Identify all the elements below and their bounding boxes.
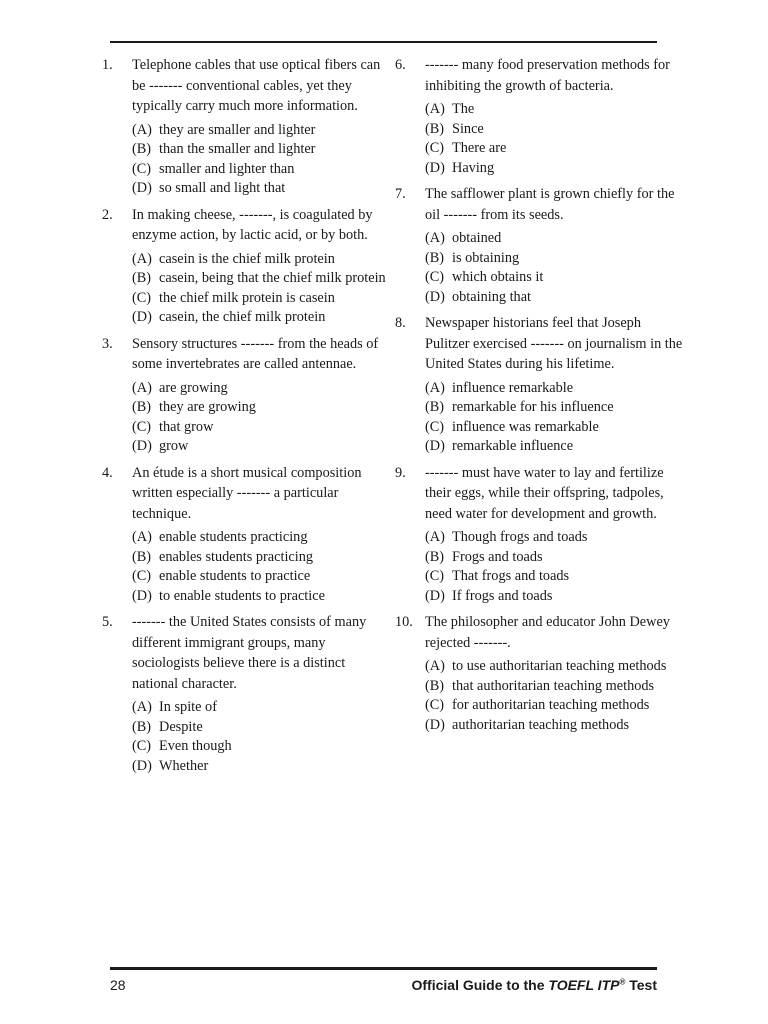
answer-option: [425, 120, 685, 140]
answer-option: [132, 250, 392, 270]
option-text: the chief milk protein is casein: [159, 289, 335, 306]
answer-option: [425, 528, 685, 548]
option-text: that grow: [159, 418, 214, 435]
page-number: 28: [110, 977, 126, 993]
answer-option: [425, 696, 685, 716]
option-text: casein, the chief milk protein: [159, 309, 326, 325]
option-letter: (C): [132, 738, 152, 754]
footer-title: [412, 975, 658, 996]
question-stem: In making cheese, -------, is coagulated by enzyme action, by lactic acid, or by both.: [132, 206, 373, 243]
option-text: that authoritarian teaching methods: [452, 677, 655, 694]
option-letter: (C): [425, 140, 445, 156]
option-letter: (C): [132, 418, 152, 435]
answer-option: [425, 657, 685, 677]
question-item: [102, 463, 392, 607]
question-number: 4.: [102, 464, 113, 481]
footer-title-registered-mark: ®: [619, 977, 626, 987]
option-text: are growing: [159, 379, 228, 396]
left-column: [102, 55, 392, 782]
option-text: smaller and lighter than: [159, 160, 295, 177]
option-text: There are: [452, 140, 507, 156]
question-number: 2.: [102, 206, 113, 223]
option-letter: (A): [425, 230, 445, 246]
option-letter: (B): [132, 399, 152, 415]
question-number: 7.: [395, 186, 406, 202]
option-letter: (C): [425, 568, 445, 584]
right-column: [395, 55, 685, 741]
answer-option: [425, 677, 685, 697]
option-text: enables students practicing: [159, 548, 314, 565]
option-letter: (D): [425, 438, 445, 454]
footer-rule: [110, 967, 657, 970]
option-text: Though frogs and toads: [452, 529, 588, 545]
option-letter: (C): [425, 418, 445, 435]
option-text: In spite of: [159, 699, 217, 715]
answer-option: [425, 587, 685, 607]
option-letter: (D): [132, 180, 152, 196]
answer-option: [132, 121, 392, 141]
question-stem: ------- must have water to lay and fertilize their eggs, while their offspring, tadpoles, need water for development and growth.: [425, 464, 664, 522]
answer-option: [132, 548, 392, 568]
option-text: influence was remarkable: [452, 418, 599, 435]
option-letter: (D): [132, 309, 152, 325]
option-letter: (C): [132, 289, 152, 306]
option-text: obtaining that: [452, 288, 532, 305]
answer-option: [132, 308, 392, 328]
option-letter: (B): [132, 548, 152, 565]
option-text: If frogs and toads: [452, 587, 553, 604]
question-stem: ------- the United States consists of many different immigrant groups, many sociologists believe there is a distinct national character.: [132, 614, 367, 692]
option-letter: (D): [425, 288, 445, 305]
answer-option: [132, 587, 392, 607]
option-text: casein, being that the chief milk protein: [159, 270, 386, 286]
answer-option: [425, 418, 685, 438]
question-item: [102, 612, 392, 776]
answer-option: [425, 567, 685, 587]
option-text: remarkable influence: [452, 438, 574, 454]
option-letter: (B): [425, 399, 445, 415]
option-text: Despite: [159, 718, 203, 735]
answer-options: [425, 528, 685, 606]
question-item: [102, 334, 392, 457]
question-number: 8.: [395, 315, 406, 331]
answer-option: [425, 437, 685, 457]
answer-option: [132, 379, 392, 399]
option-letter: (A): [425, 529, 445, 545]
answer-options: [425, 379, 685, 457]
answer-option: [425, 398, 685, 418]
option-letter: (A): [132, 379, 152, 396]
answer-option: [425, 379, 685, 399]
option-text: remarkable for his influence: [452, 399, 614, 415]
question-item: [102, 55, 392, 199]
option-letter: (B): [425, 120, 445, 137]
answer-option: [132, 528, 392, 548]
answer-options: [425, 100, 685, 178]
option-letter: (A): [132, 529, 152, 545]
option-letter: (B): [425, 548, 445, 565]
answer-option: [132, 737, 392, 757]
option-text: than the smaller and lighter: [159, 141, 316, 157]
option-letter: (B): [425, 249, 445, 266]
answer-options: [132, 250, 392, 328]
option-letter: (D): [132, 757, 152, 774]
question-stem: Newspaper historians feel that Joseph Pulitzer exercised ------- on journalism in the United States during his lifetime.: [425, 315, 683, 372]
answer-option: [425, 159, 685, 179]
question-stem: An étude is a short musical composition written especially ------- a particular technique.: [132, 464, 362, 522]
option-text: casein is the chief milk protein: [159, 250, 335, 267]
option-letter: (B): [425, 677, 445, 694]
answer-option: [132, 269, 392, 289]
answer-option: [425, 268, 685, 288]
question-stem: Sensory structures ------- from the heads of some invertebrates are called antennae.: [132, 335, 379, 372]
option-text: The: [452, 101, 475, 117]
option-text: for authoritarian teaching methods: [452, 697, 650, 713]
answer-options: [132, 528, 392, 606]
answer-option: [132, 179, 392, 199]
option-text: That frogs and toads: [452, 568, 570, 584]
answer-option: [132, 160, 392, 180]
answer-options: [425, 657, 685, 735]
answer-option: [132, 698, 392, 718]
option-letter: (A): [132, 699, 152, 715]
option-letter: (D): [425, 587, 445, 604]
question-number: 5.: [102, 614, 113, 630]
question-number: 3.: [102, 335, 113, 352]
answer-options: [132, 379, 392, 457]
option-letter: (B): [132, 141, 152, 157]
option-text: enable students practicing: [159, 529, 308, 545]
footer-title-prefix: Official Guide to the: [411, 977, 549, 993]
question-item: [395, 184, 685, 307]
question-item: [102, 205, 392, 328]
option-text: to use authoritarian teaching methods: [452, 658, 667, 674]
answer-options: [132, 698, 392, 776]
question-item: [395, 463, 685, 607]
option-letter: (C): [132, 568, 152, 584]
question-number: 6.: [395, 57, 406, 73]
option-text: Having: [452, 159, 495, 176]
option-letter: (A): [425, 101, 445, 117]
answer-option: [132, 567, 392, 587]
answer-options: [425, 229, 685, 307]
option-letter: (D): [132, 438, 152, 454]
question-number: 9.: [395, 464, 406, 481]
question-stem: The safflower plant is grown chiefly for the oil ------- from its seeds.: [425, 186, 675, 223]
answer-option: [425, 100, 685, 120]
question-item: [395, 55, 685, 178]
option-text: obtained: [452, 230, 502, 246]
option-letter: (C): [425, 697, 445, 713]
answer-option: [425, 716, 685, 736]
answer-option: [132, 398, 392, 418]
option-letter: (A): [425, 658, 445, 674]
top-rule: [110, 41, 657, 43]
question-stem: Telephone cables that use optical fibers can be ------- conventional cables, yet they typically carry much more information.: [132, 57, 381, 114]
option-letter: (A): [425, 379, 445, 396]
answer-option: [132, 418, 392, 438]
answer-option: [425, 229, 685, 249]
option-text: they are growing: [159, 399, 256, 415]
option-letter: (D): [425, 716, 445, 733]
option-text: to enable students to practice: [159, 587, 325, 604]
answer-option: [132, 140, 392, 160]
question-stem: ------- many food preservation methods for inhibiting the growth of bacteria.: [425, 57, 670, 94]
option-text: authoritarian teaching methods: [452, 716, 630, 733]
option-text: enable students to practice: [159, 568, 311, 584]
option-text: Frogs and toads: [452, 548, 543, 565]
question-number: 10.: [395, 614, 413, 630]
option-text: they are smaller and lighter: [159, 121, 316, 138]
option-text: grow: [159, 438, 189, 454]
option-text: Even though: [159, 738, 232, 754]
option-text: is obtaining: [452, 249, 520, 266]
answer-option: [132, 437, 392, 457]
option-letter: (C): [425, 269, 445, 285]
option-text: influence remarkable: [452, 379, 574, 396]
option-text: so small and light that: [159, 180, 286, 196]
option-letter: (B): [132, 270, 152, 286]
option-letter: (C): [132, 160, 152, 177]
answer-option: [425, 288, 685, 308]
footer-title-italic: TOEFL ITP: [548, 977, 620, 993]
option-text: which obtains it: [452, 269, 544, 285]
answer-option: [132, 718, 392, 738]
question-item: [395, 313, 685, 457]
question-number: 1.: [102, 57, 113, 73]
answer-option: [132, 757, 392, 777]
question-item: [395, 612, 685, 735]
answer-options: [132, 121, 392, 199]
question-stem: The philosopher and educator John Dewey rejected -------.: [425, 614, 670, 651]
footer-title-suffix: Test: [625, 977, 657, 993]
option-letter: (D): [425, 159, 445, 176]
option-letter: (A): [132, 121, 152, 138]
option-letter: (B): [132, 718, 152, 735]
option-text: Whether: [159, 757, 209, 774]
answer-option: [132, 289, 392, 309]
answer-option: [425, 249, 685, 269]
answer-option: [425, 548, 685, 568]
option-text: Since: [452, 120, 484, 137]
option-letter: (A): [132, 250, 152, 267]
option-letter: (D): [132, 587, 152, 604]
answer-option: [425, 139, 685, 159]
